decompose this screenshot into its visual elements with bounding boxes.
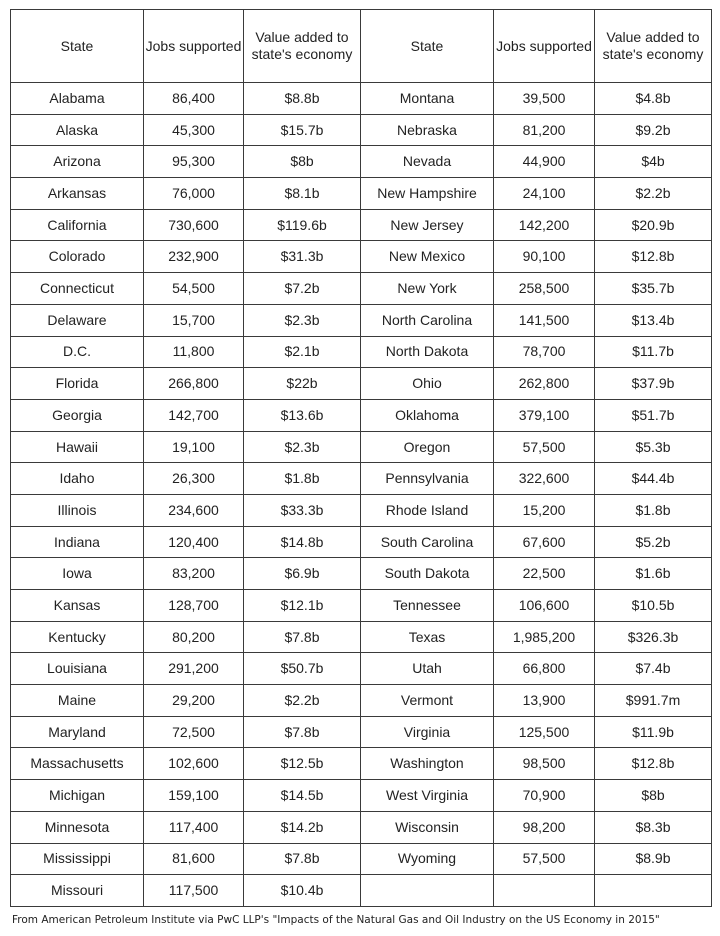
cell-value-right: $4.8b xyxy=(595,83,712,115)
cell-jobs-left: 234,600 xyxy=(144,494,244,526)
cell-value-right: $35.7b xyxy=(595,273,712,305)
cell-jobs-left: 86,400 xyxy=(144,83,244,115)
cell-state-right: South Carolina xyxy=(361,526,494,558)
cell-state-left: Idaho xyxy=(11,463,144,495)
table-row xyxy=(11,399,712,431)
cell-value-left: $13.6b xyxy=(244,399,361,431)
cell-jobs-left: 291,200 xyxy=(144,653,244,685)
cell-value-left: $10.4b xyxy=(244,875,361,907)
table-row xyxy=(11,811,712,843)
cell-value-right: $12.8b xyxy=(595,748,712,780)
cell-state-right: Nevada xyxy=(361,146,494,178)
cell-state-left: Alabama xyxy=(11,83,144,115)
cell-jobs-left: 266,800 xyxy=(144,368,244,400)
cell-state-right: Oklahoma xyxy=(361,399,494,431)
cell-jobs-left: 26,300 xyxy=(144,463,244,495)
cell-jobs-right: 98,200 xyxy=(494,811,595,843)
cell-jobs-right: 262,800 xyxy=(494,368,595,400)
cell-jobs-right: 322,600 xyxy=(494,463,595,495)
table-row xyxy=(11,83,712,115)
cell-state-left: Maryland xyxy=(11,716,144,748)
cell-state-left: Florida xyxy=(11,368,144,400)
cell-value-left: $8.1b xyxy=(244,178,361,210)
cell-value-right: $20.9b xyxy=(595,209,712,241)
state-economy-table xyxy=(10,9,712,907)
cell-value-right: $5.3b xyxy=(595,431,712,463)
cell-state-left: Maine xyxy=(11,685,144,717)
cell-state-left: Massachusetts xyxy=(11,748,144,780)
cell-jobs-left: 95,300 xyxy=(144,146,244,178)
header-value-right: Value added to state's economy xyxy=(595,10,712,83)
cell-state-right: Vermont xyxy=(361,685,494,717)
cell-state-right: South Dakota xyxy=(361,558,494,590)
cell-state-left: Delaware xyxy=(11,304,144,336)
cell-value-right: $991.7m xyxy=(595,685,712,717)
cell-jobs-right: 78,700 xyxy=(494,336,595,368)
cell-jobs-right: 44,900 xyxy=(494,146,595,178)
cell-value-right: $51.7b xyxy=(595,399,712,431)
cell-state-right: Pennsylvania xyxy=(361,463,494,495)
cell-jobs-right: 70,900 xyxy=(494,780,595,812)
cell-value-left: $50.7b xyxy=(244,653,361,685)
table-row xyxy=(11,875,712,907)
cell-jobs-right: 142,200 xyxy=(494,209,595,241)
cell-state-right: North Carolina xyxy=(361,304,494,336)
cell-jobs-left: 19,100 xyxy=(144,431,244,463)
cell-value-right: $11.7b xyxy=(595,336,712,368)
cell-value-left: $2.2b xyxy=(244,685,361,717)
cell-value-right: $326.3b xyxy=(595,621,712,653)
cell-value-left: $8b xyxy=(244,146,361,178)
cell-value-left: $31.3b xyxy=(244,241,361,273)
table-row xyxy=(11,146,712,178)
cell-jobs-left: 15,700 xyxy=(144,304,244,336)
cell-value-left: $8.8b xyxy=(244,83,361,115)
cell-value-right: $7.4b xyxy=(595,653,712,685)
table-row xyxy=(11,209,712,241)
source-footnote: From American Petroleum Institute via PwC LLP's "Impacts of the Natural Gas and Oil Industry on the US Economy in 2015" xyxy=(12,914,660,926)
table-row xyxy=(11,780,712,812)
cell-state-left: Kansas xyxy=(11,590,144,622)
cell-value-left: $7.8b xyxy=(244,621,361,653)
cell-jobs-left: 128,700 xyxy=(144,590,244,622)
header-row xyxy=(11,10,712,83)
cell-value-left: $7.2b xyxy=(244,273,361,305)
cell-jobs-left: 80,200 xyxy=(144,621,244,653)
table-row xyxy=(11,336,712,368)
cell-jobs-left: 102,600 xyxy=(144,748,244,780)
cell-state-left: D.C. xyxy=(11,336,144,368)
cell-value-left: $6.9b xyxy=(244,558,361,590)
cell-value-right: $8.9b xyxy=(595,843,712,875)
table-row xyxy=(11,843,712,875)
cell-state-right: Wyoming xyxy=(361,843,494,875)
cell-state-right: Tennessee xyxy=(361,590,494,622)
cell-state-right: Wisconsin xyxy=(361,811,494,843)
cell-value-right: $8.3b xyxy=(595,811,712,843)
cell-state-right: North Dakota xyxy=(361,336,494,368)
table-row xyxy=(11,178,712,210)
cell-jobs-right: 258,500 xyxy=(494,273,595,305)
cell-value-left: $14.2b xyxy=(244,811,361,843)
cell-value-right: $12.8b xyxy=(595,241,712,273)
table-row xyxy=(11,368,712,400)
cell-jobs-left: 76,000 xyxy=(144,178,244,210)
cell-jobs-right: 39,500 xyxy=(494,83,595,115)
cell-jobs-left: 81,600 xyxy=(144,843,244,875)
cell-state-left: Alaska xyxy=(11,114,144,146)
cell-jobs-left: 11,800 xyxy=(144,336,244,368)
header-jobs-left: Jobs supported xyxy=(144,10,244,83)
cell-state-right: Nebraska xyxy=(361,114,494,146)
cell-jobs-right: 81,200 xyxy=(494,114,595,146)
table-row xyxy=(11,526,712,558)
cell-value-left: $7.8b xyxy=(244,716,361,748)
cell-value-left: $12.5b xyxy=(244,748,361,780)
cell-state-right: Montana xyxy=(361,83,494,115)
cell-jobs-left: 45,300 xyxy=(144,114,244,146)
cell-state-right: Rhode Island xyxy=(361,494,494,526)
cell-jobs-left: 54,500 xyxy=(144,273,244,305)
header-state-right: State xyxy=(361,10,494,83)
table-row xyxy=(11,748,712,780)
table-row xyxy=(11,653,712,685)
cell-jobs-right: 22,500 xyxy=(494,558,595,590)
cell-state-right: Utah xyxy=(361,653,494,685)
cell-state-right xyxy=(361,875,494,907)
table-row xyxy=(11,114,712,146)
cell-jobs-right: 141,500 xyxy=(494,304,595,336)
cell-jobs-right: 106,600 xyxy=(494,590,595,622)
cell-state-left: Connecticut xyxy=(11,273,144,305)
cell-jobs-left: 730,600 xyxy=(144,209,244,241)
cell-state-right: Virginia xyxy=(361,716,494,748)
cell-state-left: Illinois xyxy=(11,494,144,526)
cell-state-right: New Jersey xyxy=(361,209,494,241)
cell-state-left: Mississippi xyxy=(11,843,144,875)
cell-value-right: $4b xyxy=(595,146,712,178)
table-row xyxy=(11,590,712,622)
cell-jobs-left: 232,900 xyxy=(144,241,244,273)
cell-jobs-left: 29,200 xyxy=(144,685,244,717)
cell-state-right: West Virginia xyxy=(361,780,494,812)
cell-state-right: Ohio xyxy=(361,368,494,400)
cell-jobs-left: 159,100 xyxy=(144,780,244,812)
cell-value-left: $7.8b xyxy=(244,843,361,875)
cell-value-left: $1.8b xyxy=(244,463,361,495)
table-row xyxy=(11,241,712,273)
cell-state-right: Texas xyxy=(361,621,494,653)
cell-value-right xyxy=(595,875,712,907)
cell-value-right: $10.5b xyxy=(595,590,712,622)
cell-value-right: $2.2b xyxy=(595,178,712,210)
cell-jobs-right: 125,500 xyxy=(494,716,595,748)
cell-value-left: $15.7b xyxy=(244,114,361,146)
cell-jobs-left: 120,400 xyxy=(144,526,244,558)
cell-state-left: Colorado xyxy=(11,241,144,273)
cell-state-left: Missouri xyxy=(11,875,144,907)
header-state-left: State xyxy=(11,10,144,83)
table-row xyxy=(11,273,712,305)
cell-value-left: $119.6b xyxy=(244,209,361,241)
cell-jobs-left: 72,500 xyxy=(144,716,244,748)
cell-jobs-right xyxy=(494,875,595,907)
cell-value-left: $2.3b xyxy=(244,431,361,463)
cell-value-right: $11.9b xyxy=(595,716,712,748)
cell-jobs-right: 98,500 xyxy=(494,748,595,780)
cell-jobs-right: 15,200 xyxy=(494,494,595,526)
header-jobs-right: Jobs supported xyxy=(494,10,595,83)
table-row xyxy=(11,494,712,526)
cell-state-right: Washington xyxy=(361,748,494,780)
cell-state-right: Oregon xyxy=(361,431,494,463)
cell-state-right: New York xyxy=(361,273,494,305)
cell-value-right: $8b xyxy=(595,780,712,812)
table-row xyxy=(11,431,712,463)
table-row xyxy=(11,558,712,590)
cell-jobs-left: 142,700 xyxy=(144,399,244,431)
cell-state-right: New Hampshire xyxy=(361,178,494,210)
table-row xyxy=(11,685,712,717)
cell-jobs-right: 66,800 xyxy=(494,653,595,685)
cell-jobs-right: 13,900 xyxy=(494,685,595,717)
cell-value-right: $37.9b xyxy=(595,368,712,400)
cell-value-right: $5.2b xyxy=(595,526,712,558)
cell-value-left: $14.5b xyxy=(244,780,361,812)
cell-state-left: Georgia xyxy=(11,399,144,431)
cell-value-right: $9.2b xyxy=(595,114,712,146)
cell-value-right: $44.4b xyxy=(595,463,712,495)
cell-value-left: $2.3b xyxy=(244,304,361,336)
cell-value-left: $14.8b xyxy=(244,526,361,558)
table-row xyxy=(11,621,712,653)
cell-state-left: Arkansas xyxy=(11,178,144,210)
cell-state-left: Louisiana xyxy=(11,653,144,685)
table-row xyxy=(11,304,712,336)
cell-state-left: Arizona xyxy=(11,146,144,178)
cell-state-left: California xyxy=(11,209,144,241)
cell-jobs-left: 83,200 xyxy=(144,558,244,590)
cell-value-left: $12.1b xyxy=(244,590,361,622)
cell-value-left: $2.1b xyxy=(244,336,361,368)
table-row xyxy=(11,463,712,495)
cell-state-left: Minnesota xyxy=(11,811,144,843)
cell-jobs-right: 67,600 xyxy=(494,526,595,558)
cell-jobs-left: 117,400 xyxy=(144,811,244,843)
cell-value-left: $22b xyxy=(244,368,361,400)
cell-state-left: Iowa xyxy=(11,558,144,590)
cell-value-right: $1.8b xyxy=(595,494,712,526)
cell-jobs-right: 90,100 xyxy=(494,241,595,273)
cell-jobs-right: 57,500 xyxy=(494,431,595,463)
cell-jobs-right: 57,500 xyxy=(494,843,595,875)
cell-jobs-right: 24,100 xyxy=(494,178,595,210)
cell-state-right: New Mexico xyxy=(361,241,494,273)
cell-value-right: $13.4b xyxy=(595,304,712,336)
cell-jobs-right: 1,985,200 xyxy=(494,621,595,653)
table-body xyxy=(11,83,712,907)
cell-state-left: Indiana xyxy=(11,526,144,558)
table-row xyxy=(11,716,712,748)
cell-value-right: $1.6b xyxy=(595,558,712,590)
cell-state-left: Kentucky xyxy=(11,621,144,653)
cell-value-left: $33.3b xyxy=(244,494,361,526)
cell-jobs-right: 379,100 xyxy=(494,399,595,431)
header-value-left: Value added to state's economy xyxy=(244,10,361,83)
cell-jobs-left: 117,500 xyxy=(144,875,244,907)
cell-state-left: Hawaii xyxy=(11,431,144,463)
cell-state-left: Michigan xyxy=(11,780,144,812)
